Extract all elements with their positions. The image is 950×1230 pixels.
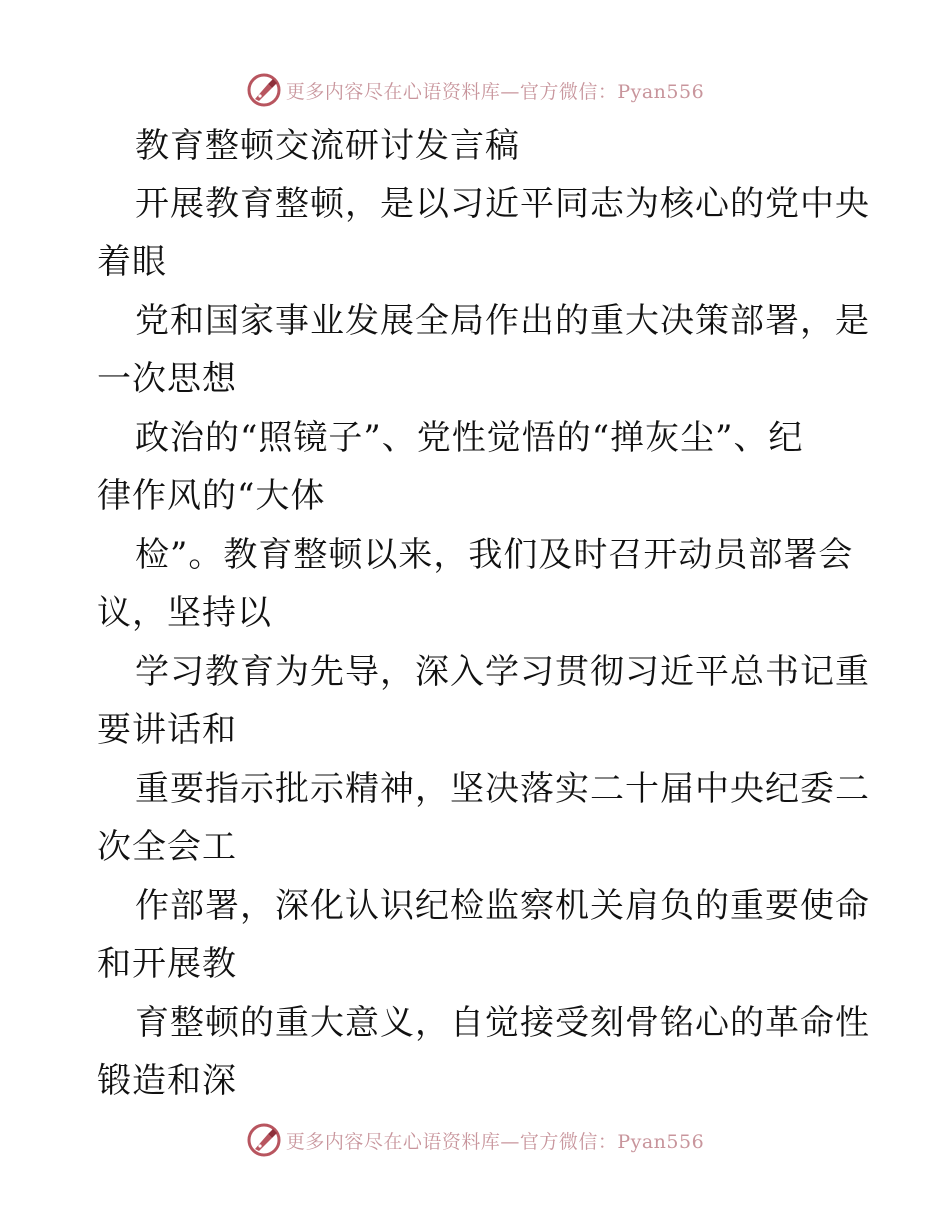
text-line: 着眼 [97,242,167,282]
text-line: 次全会工 [97,827,237,867]
fountain-pen-logo-icon [246,72,282,108]
text-line: 和开展教 [97,944,237,984]
text-line: 锻造和深 [97,1061,237,1101]
text-line: 学习教育为先导，深入学习贯彻习近平总书记重 [135,652,870,692]
text-line: 一次思想 [97,359,237,399]
text-line: 作部署，深化认识纪检监察机关肩负的重要使命 [135,886,870,926]
header-watermark [0,70,950,110]
text-line: 重要指示批示精神，坚决落实二十届中央纪委二 [135,769,870,809]
watermark-text: 更多内容尽在心语资料库—官方微信：Pyan556 [285,80,705,103]
text-line: 要讲话和 [97,710,237,750]
text-line: 政治的“照镜子”、党性觉悟的“掸灰尘”、纪 [135,418,804,458]
watermark-text: 更多内容尽在心语资料库—官方微信：Pyan556 [285,1130,705,1153]
text-line: 开展教育整顿，是以习近平同志为核心的党中央 [135,184,870,224]
footer-watermark [0,1120,950,1160]
text-line: 议，坚持以 [97,593,272,633]
text-line: 育整顿的重大意义，自觉接受刻骨铭心的革命性 [135,1003,870,1043]
text-line: 党和国家事业发展全局作出的重大决策部署，是 [135,301,870,341]
text-line: 律作风的“大体 [97,476,326,516]
document-title: 教育整顿交流研讨发言稿 [135,126,520,166]
text-line: 检”。教育整顿以来，我们及时召开动员部署会 [135,535,854,575]
fountain-pen-logo-icon [246,1122,282,1158]
